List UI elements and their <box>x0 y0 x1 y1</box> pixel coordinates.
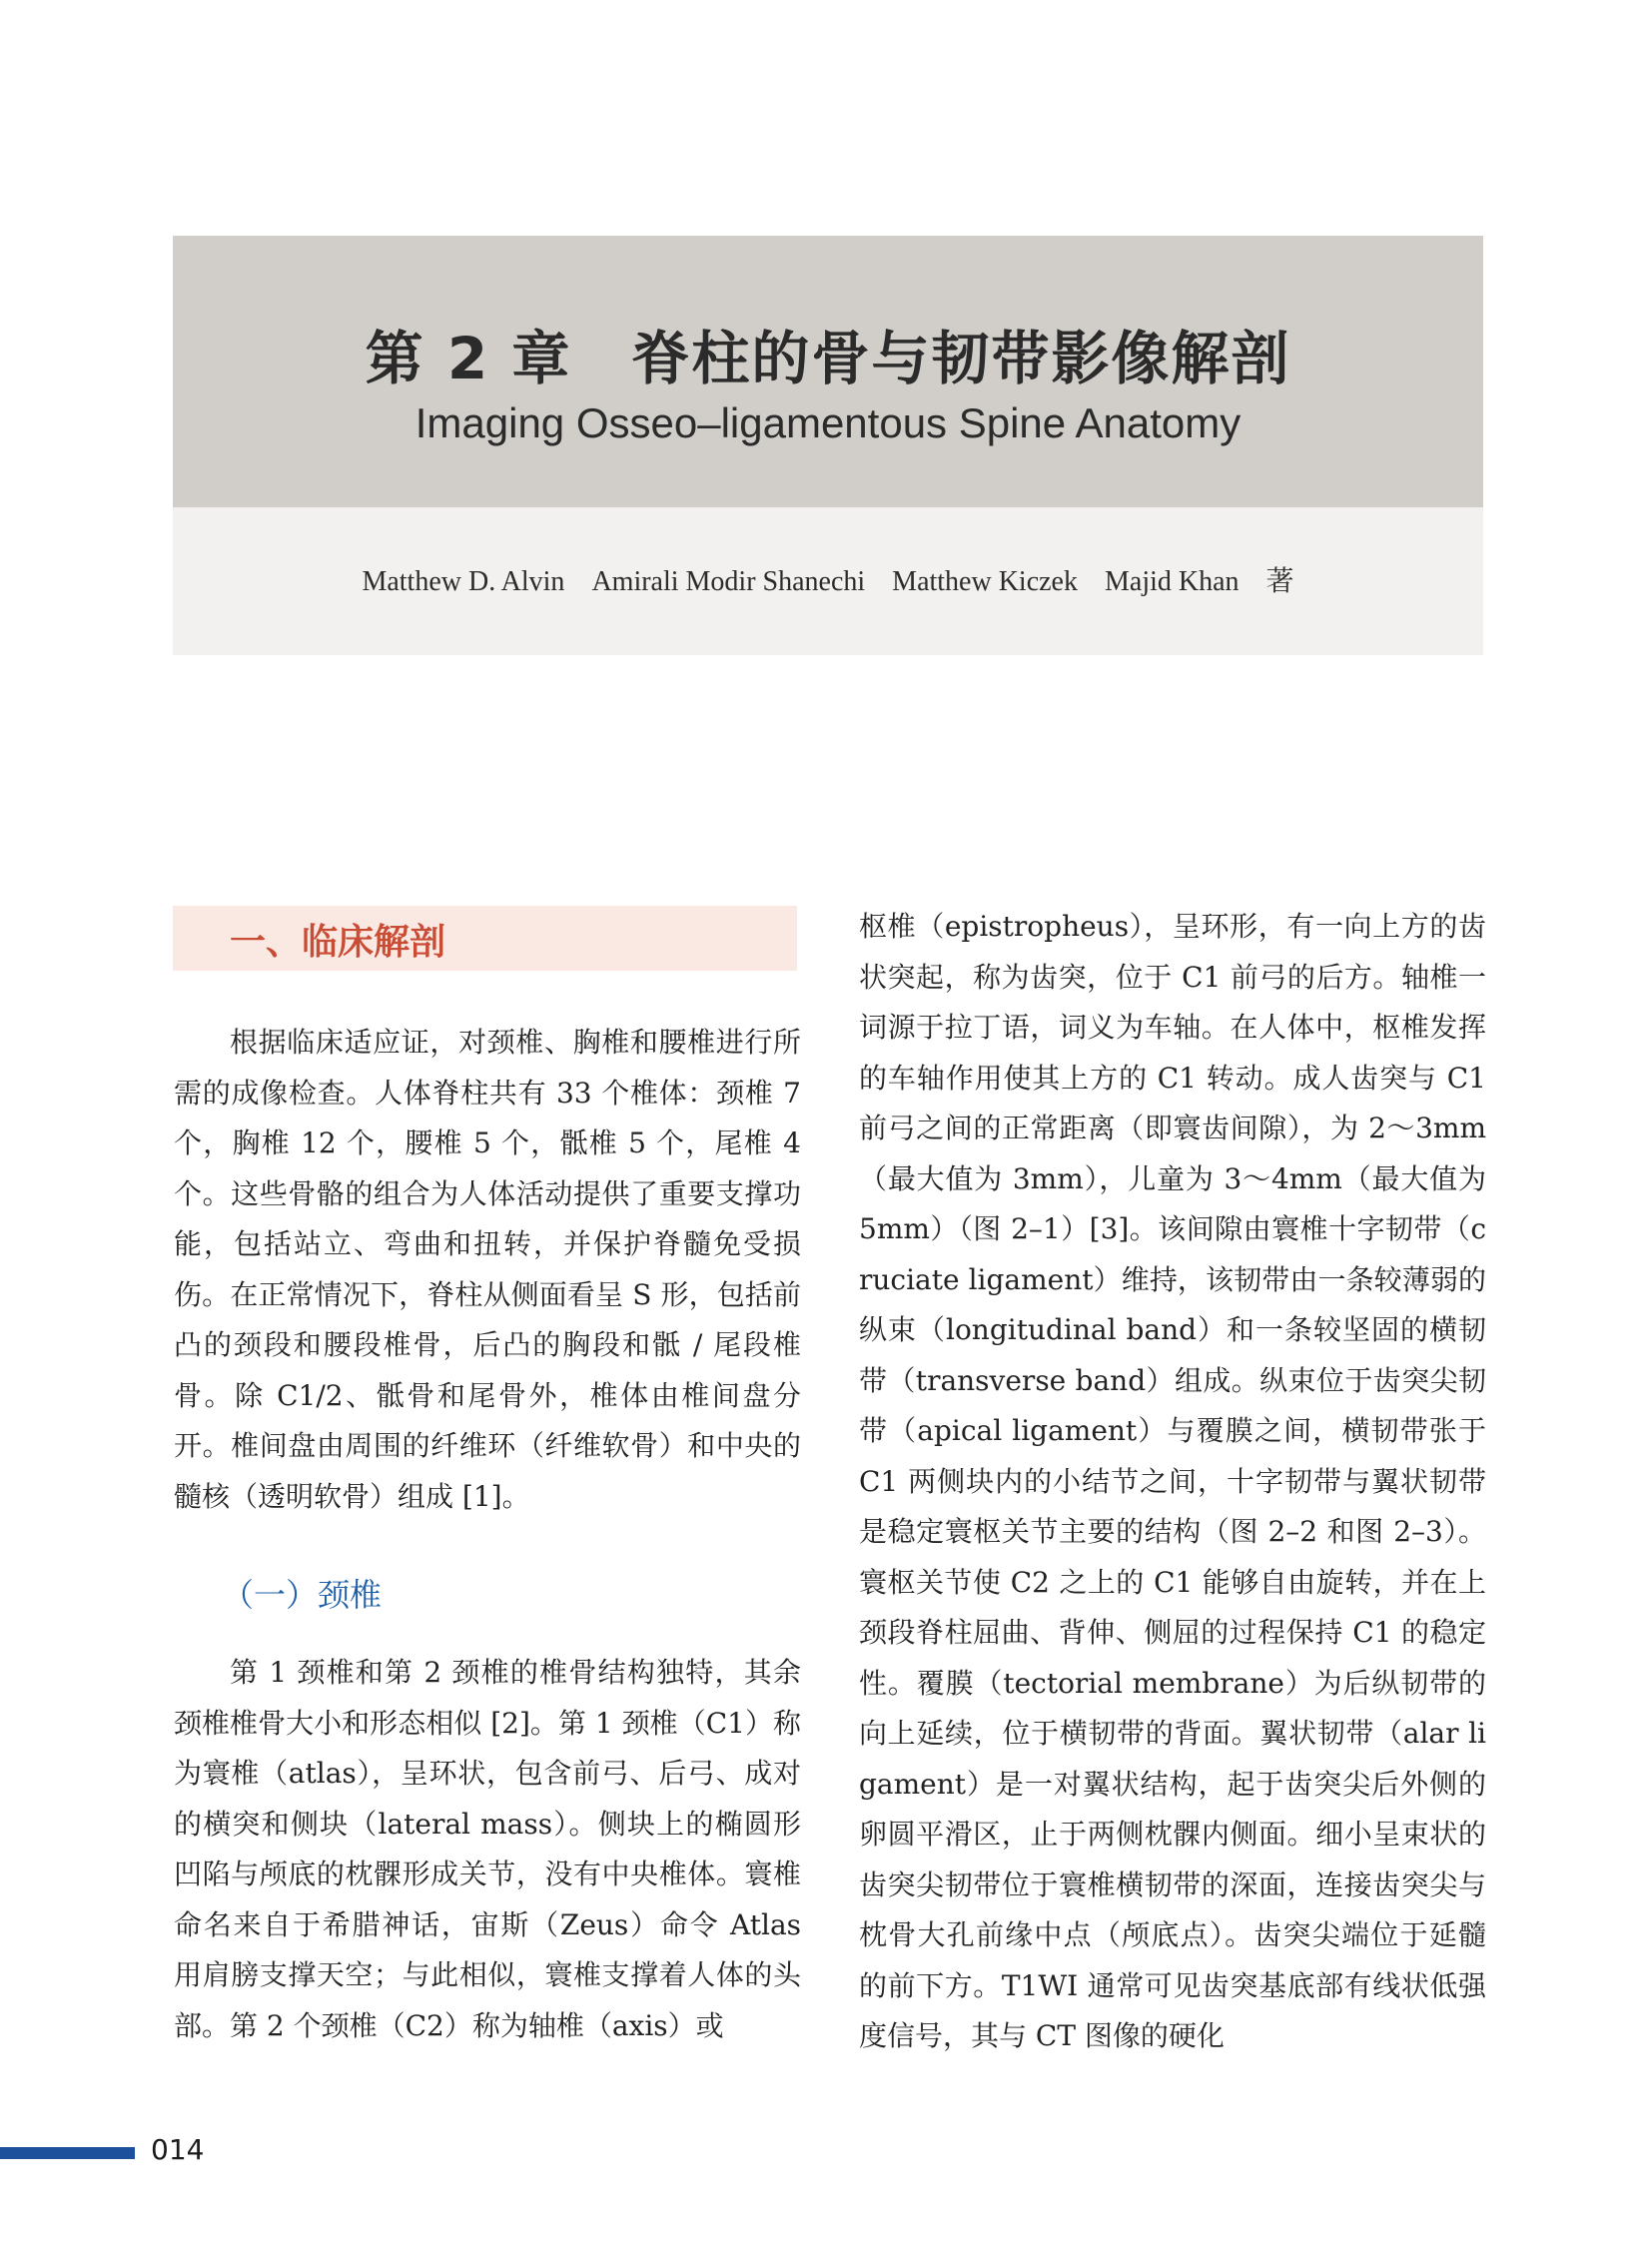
author-suffix: 著 <box>1265 566 1294 597</box>
subsection-title: （一）颈椎 <box>222 1576 383 1614</box>
chapter-title-band <box>173 236 1483 507</box>
page-number-rule <box>0 2147 135 2159</box>
body-text-right <box>859 902 1486 2070</box>
author-name: Matthew Kiczek <box>892 566 1078 597</box>
body-text-left-bottom <box>174 1648 801 2067</box>
paragraph: 第 1 颈椎和第 2 颈椎的椎骨结构独特，其余颈椎椎骨大小和形态相似 [2]。第 1 颈椎（C1）称为寰椎（atlas），呈环状，包含前弓、后弓、成对的横突和侧块（lateral mass）。侧块上的椭圆形凹陷与颅底的枕髁形成关节，没有中央椎体。寰椎命名来自于希腊神话，宙斯（Zeus）命令 Atlas 用肩膀支撑天空；与此相似，寰椎支撑着人体的头部。第 2 个颈椎（C2）称为轴椎（axis）或 <box>174 1656 801 2042</box>
paragraph: 根据临床适应证，对颈椎、胸椎和腰椎进行所需的成像检查。人体脊柱共有 33 个椎体：颈椎 7 个，胸椎 12 个，腰椎 5 个，骶椎 5 个，尾椎 4 个。这些骨骼的组合为人体活动提供了重要支撑功能，包括站立、弯曲和扭转，并保护脊髓免受损伤。在正常情况下，脊柱从侧面看呈 S 形，包括前凸的颈段和腰段椎骨，后凸的胸段和骶 / 尾段椎骨。除 C1/2、骶骨和尾骨外，椎体由椎间盘分开。椎间盘由周围的纤维环（纤维软骨）和中央的髓核（透明软骨）组成 [1]。 <box>174 1026 801 1513</box>
author-name: Amirali Modir Shanechi <box>591 566 866 597</box>
author-band <box>173 507 1483 655</box>
author-name: Matthew D. Alvin <box>362 566 565 597</box>
section-heading-bar <box>173 906 797 971</box>
page-number: 014 <box>151 2133 205 2166</box>
author-name: Majid Khan <box>1105 566 1239 597</box>
section-title: 一、临床解剖 <box>230 922 446 963</box>
chapter-title-chinese: 第 2 章 脊柱的骨与韧带影像解剖 <box>365 325 1291 392</box>
body-text-left-top <box>174 1018 801 1533</box>
chapter-title-english: Imaging Osseo–ligamentous Spine Anatomy <box>414 399 1241 446</box>
paragraph: 枢椎（epistropheus），呈环形，有一向上方的齿状突起，称为齿突，位于 C1 前弓的后方。轴椎一词源于拉丁语，词义为车轴。在人体中，枢椎发挥的车轴作用使其上方的 C1 转动。成人齿突与 C1 前弓之间的正常距离（即寰齿间隙），为 2～3mm（最大值为 3mm），儿童为 3～4mm（最大值为 5mm）（图 2–1）[3]。该间隙由寰椎十字韧带（cruciate ligament）维持，该韧带由一条较薄弱的纵束（longitudinal band）和一条较坚固的横韧带（transverse band）组成。纵束位于齿突尖韧带（apical ligament）与覆膜之间，横韧带张于 C1 两侧块内的小结节之间，十字韧带与翼状韧带是稳定寰枢关节主要的结构（图 2–2 和图 2–3）。寰枢关节使 C2 之上的 C1 能够自由旋转，并在上颈段脊柱屈曲、背伸、侧屈的过程保持 C1 的稳定性。覆膜（tectorial membrane）为后纵韧带的向上延续，位于横韧带的背面。翼状韧带（alar ligament）是一对翼状结构，起于齿突尖后外侧的卵圆平滑区，止于两侧枕髁内侧面。细小呈束状的齿突尖韧带位于寰椎横韧带的深面，连接齿突尖与枕骨大孔前缘中点（颅底点）。齿突尖端位于延髓的前下方。T1WI 通常可见齿突基底部有线状低强度信号，其与 CT 图像的硬化 <box>859 910 1486 2052</box>
author-list <box>173 559 1483 599</box>
